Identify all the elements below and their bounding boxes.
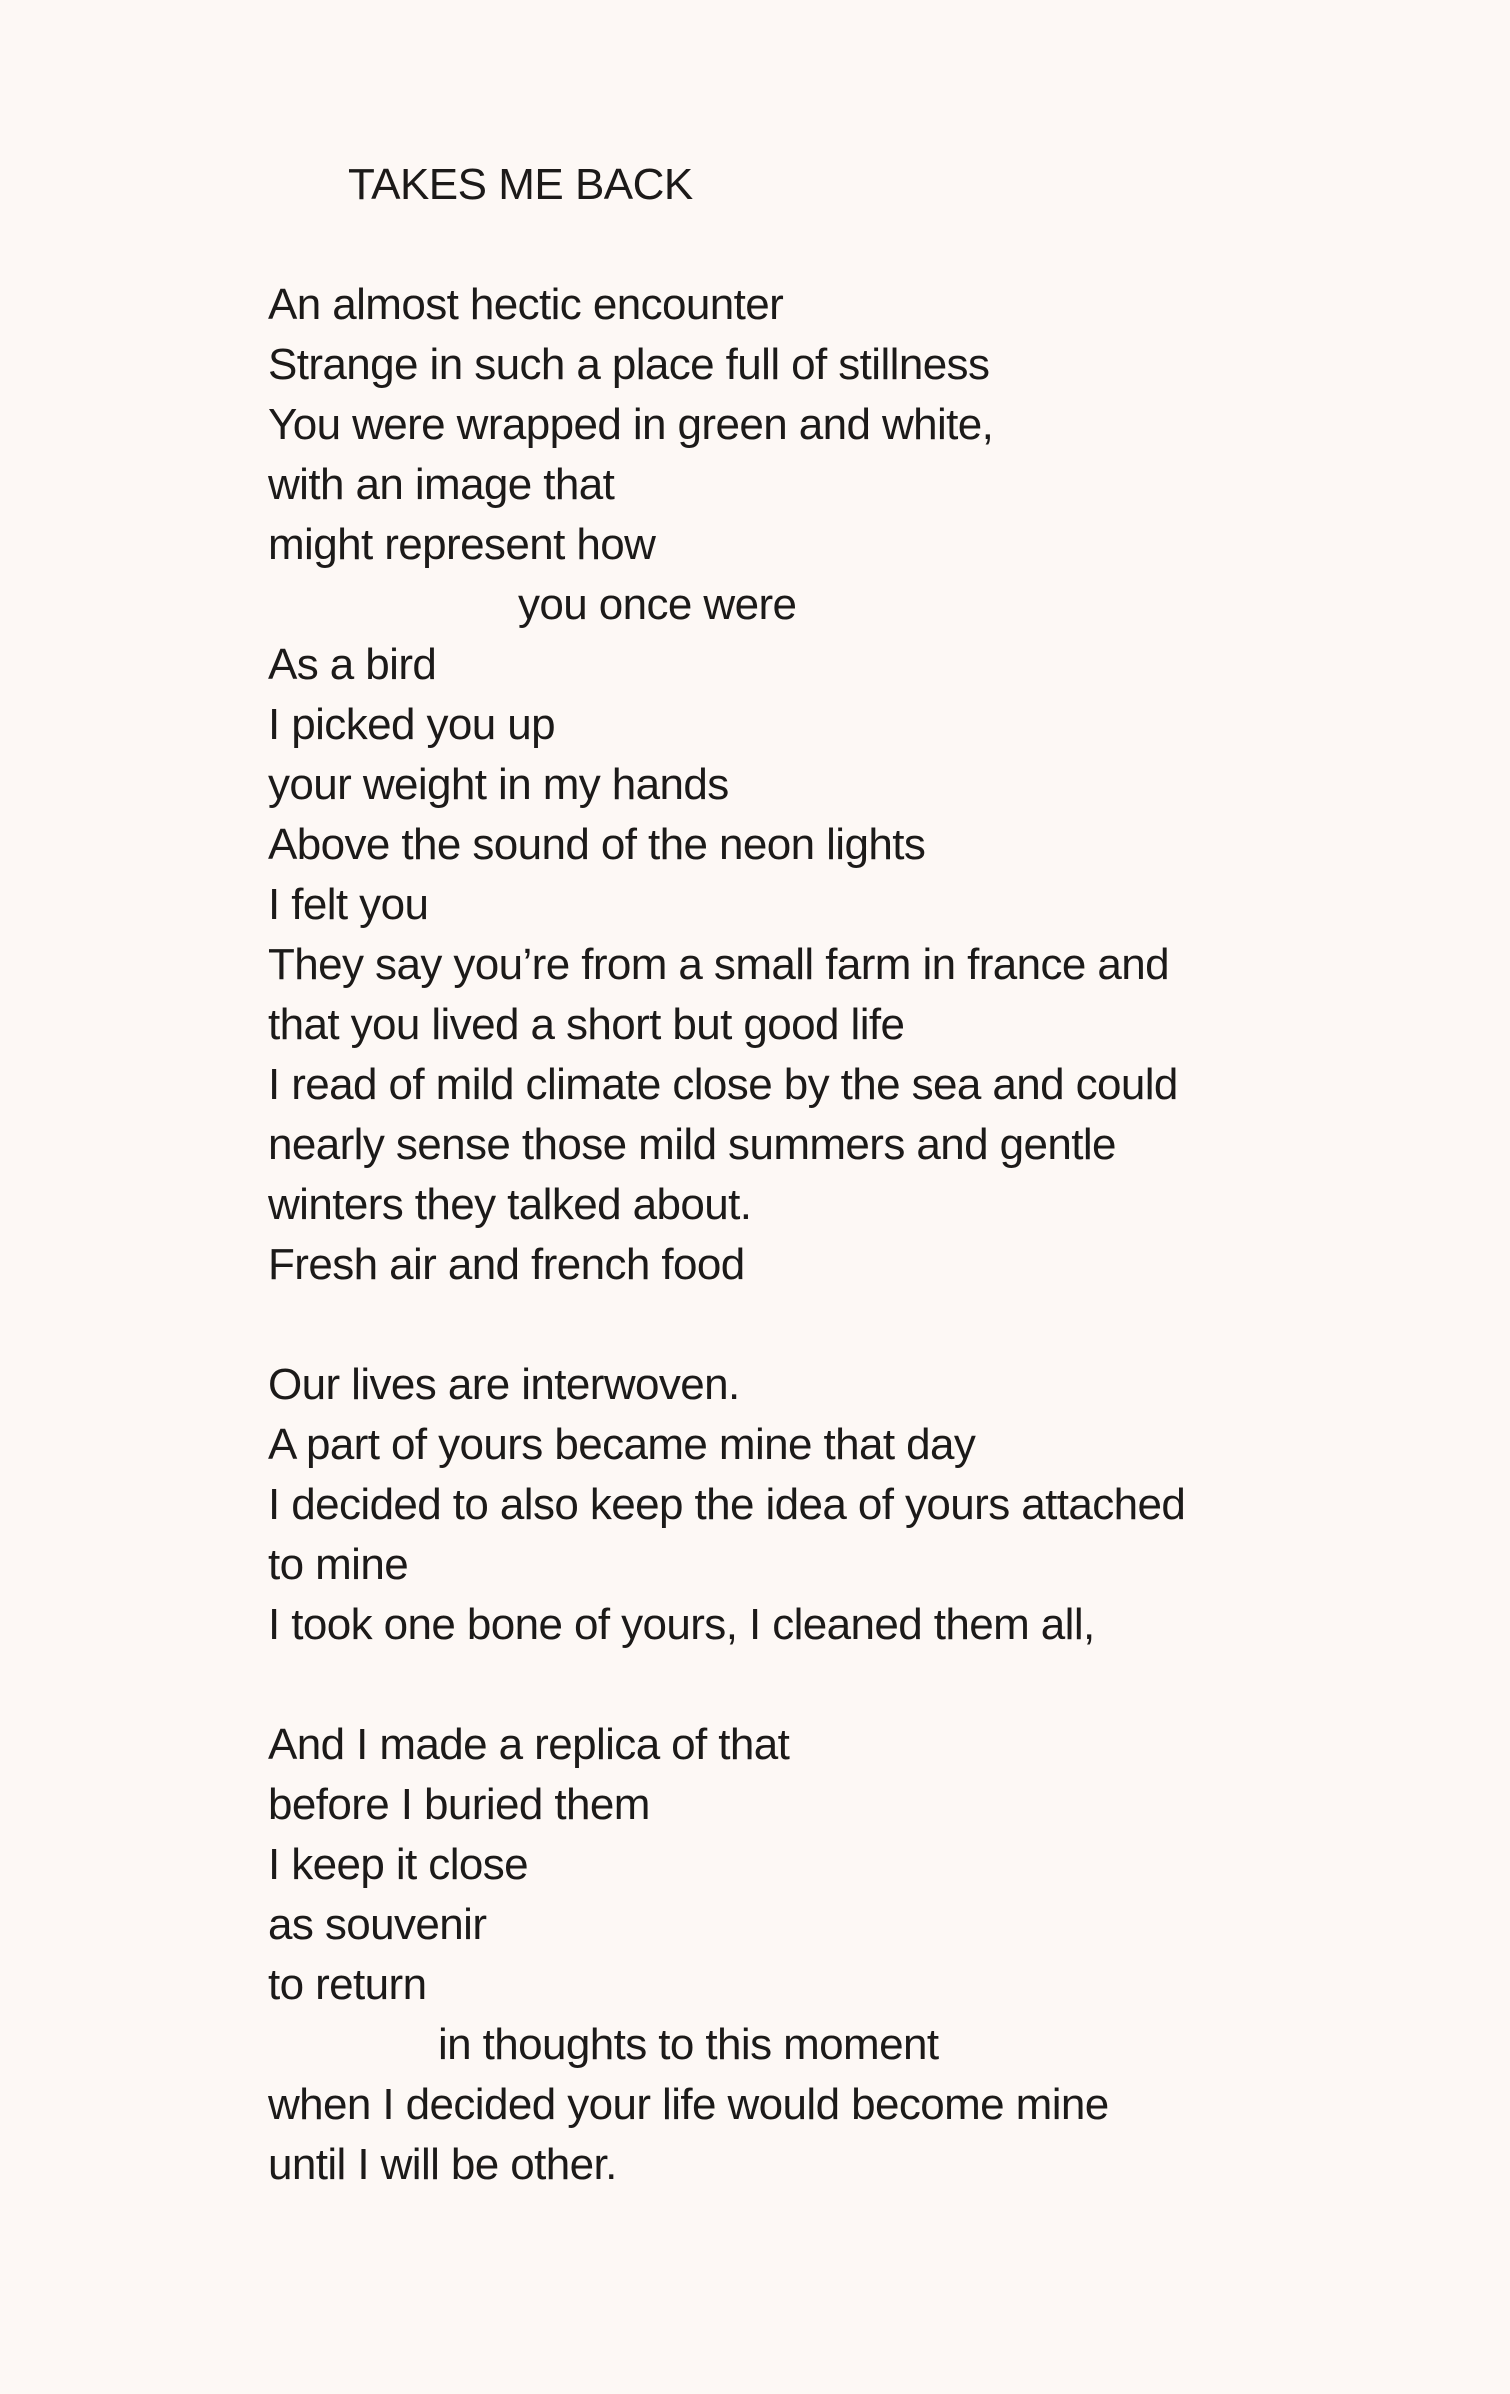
poem-line: As a bird (268, 640, 437, 689)
stanza (268, 1715, 1388, 2195)
poem-line: You were wrapped in green and white, (268, 400, 994, 449)
poem-line: as souvenir (268, 1900, 487, 1949)
poem-line: to return (268, 1960, 427, 2009)
poem-title: TAKES ME BACK (348, 160, 693, 209)
poem-line: I picked you up (268, 700, 555, 749)
poem-line: I decided to also keep the idea of yours attached (268, 1480, 1186, 1529)
poem-line: An almost hectic encounter (268, 280, 784, 329)
poem-line: you once were (518, 580, 797, 629)
poem-line: Above the sound of the neon lights (268, 820, 926, 869)
poem-line: And I made a replica of that (268, 1720, 790, 1769)
poem-line: your weight in my hands (268, 760, 729, 809)
poem-line: Our lives are interwoven. (268, 1360, 740, 1409)
poem-line: before I buried them (268, 1780, 650, 1829)
title-spacer (268, 215, 1388, 275)
poem-line: I keep it close (268, 1840, 529, 1889)
poem-line: until I will be other. (268, 2140, 617, 2189)
poem-line: They say you’re from a small farm in france and (268, 940, 1170, 989)
poem-line: Strange in such a place full of stillness (268, 340, 990, 389)
poem-line: that you lived a short but good life (268, 1000, 905, 1049)
poem-line: to mine (268, 1540, 409, 1589)
poem-line: in thoughts to this moment (438, 2020, 939, 2069)
poem-body (268, 275, 1388, 2195)
stanza (268, 1355, 1388, 1655)
poem-line: winters they talked about. (268, 1180, 752, 1229)
poem (268, 155, 1388, 2195)
poem-line: I felt you (268, 880, 429, 929)
poem-line: I took one bone of yours, I cleaned them all, (268, 1600, 1095, 1649)
poem-line: I read of mild climate close by the sea and could (268, 1060, 1178, 1109)
stanza-break (268, 1655, 1388, 1715)
poem-line: when I decided your life would become mine (268, 2080, 1109, 2129)
stanza (268, 275, 1388, 1295)
poem-line: might represent how (268, 520, 656, 569)
poem-line: Fresh air and french food (268, 1240, 745, 1289)
poem-line: nearly sense those mild summers and gentle (268, 1120, 1116, 1169)
poem-line: A part of yours became mine that day (268, 1420, 976, 1469)
stanza-break (268, 1295, 1388, 1355)
poem-line: with an image that (268, 460, 615, 509)
